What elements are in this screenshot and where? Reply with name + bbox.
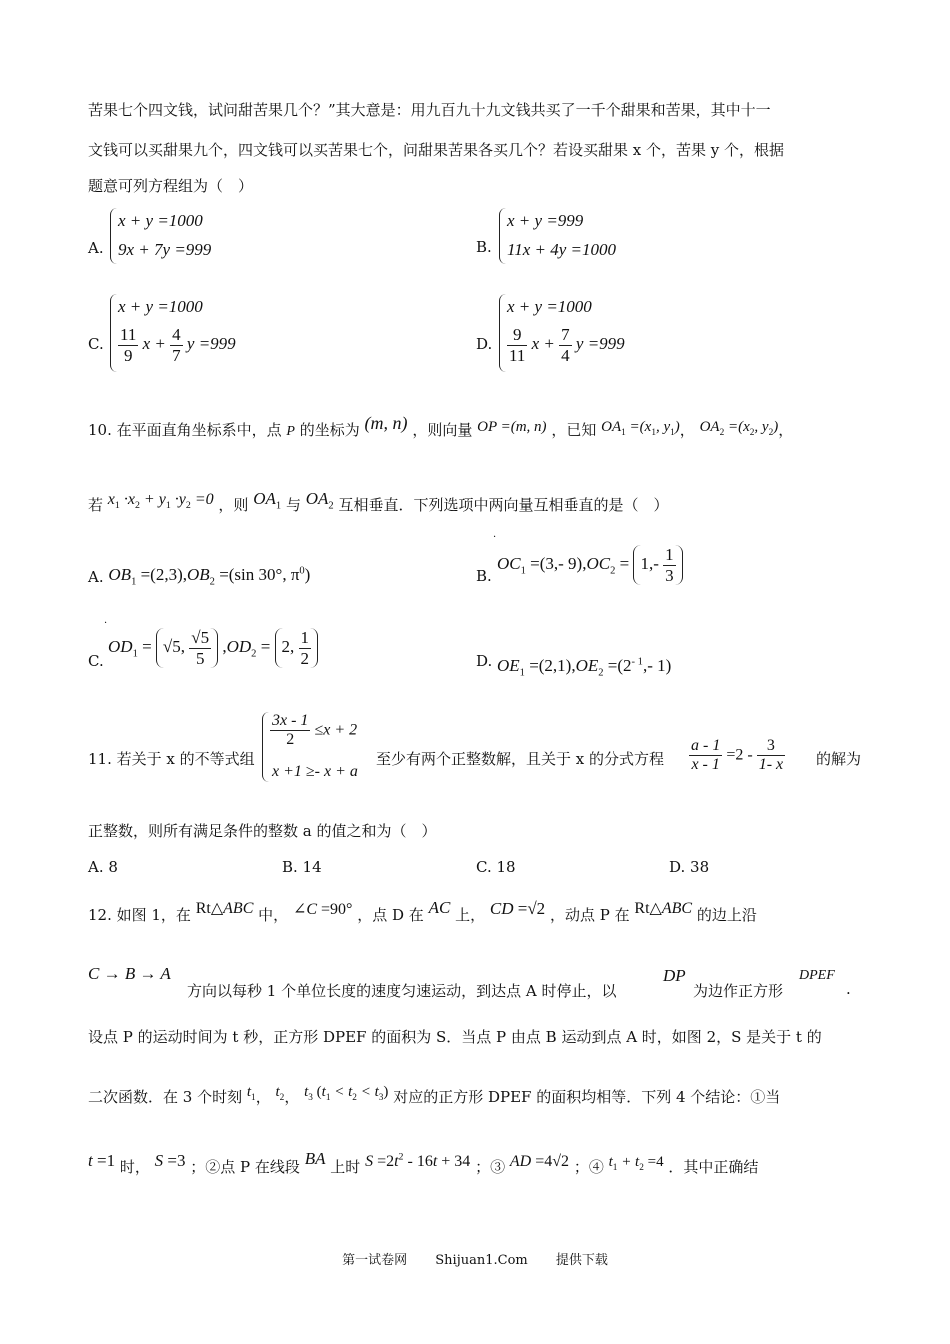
option-label: C. (88, 652, 104, 670)
q9-option-d-eq1: x + y =1000 (507, 297, 592, 316)
fraction (118, 325, 138, 365)
q11-text-b: 至少有两个正整数解，且关于 x 的分式方程 (376, 750, 664, 768)
math-s-formula: $S =2t^2 - 16t + 34$ (365, 1151, 471, 1170)
fraction: $\frac{3}{1- x}$ (758, 737, 784, 774)
fraction: $\frac{√5}{5}$ (191, 628, 210, 668)
q12-text: ；③ (475, 1158, 506, 1176)
math-option-c: $OD_1 = √5$, $\frac{√5}{5}$ $,OD_2 = 2$, $\frac{1}{2}$ (108, 628, 318, 668)
math-fraction-equation: $\frac{a - 1}{x - 1}$ =2 - $\frac{3}{1- x}$ (691, 737, 784, 774)
q11-text-c: 的解为 (816, 750, 862, 768)
page-footer (0, 1249, 950, 1268)
fraction-numerator: 9 (507, 325, 527, 346)
fraction: $\frac{1}{3}$ (665, 545, 674, 585)
q9-option-c-eq2 (118, 325, 236, 365)
math-t3-order: $t_3$ $(t_1 < t_2 < t_3)$ (304, 1084, 389, 1103)
math-angle-c: ∠C =90° (292, 901, 353, 918)
q10-text: 10. 在平面直角坐标系中，点 (88, 421, 282, 439)
q12-text: ；②点 P 在线段 (190, 1158, 300, 1176)
math-point-mn: (m, n) (364, 413, 408, 433)
math-dpef: DPEF (799, 968, 835, 983)
q12-text: ，点 D 在 (357, 906, 424, 924)
vector-parens: 1,- $\frac{1}{3}$ (633, 545, 682, 585)
fraction-denominator: 11 (509, 345, 526, 365)
q9-option-a-eq1: x + y =1000 (118, 211, 203, 230)
q12-text: 中， (258, 906, 289, 924)
q11-text-a: 11. 若关于 x 的不等式组 (88, 750, 255, 768)
math-op: OP =(m, n) (477, 419, 547, 435)
math-dot-product: $x_1 \cdot x_2 + y_1 \cdot y_2 =0$ (107, 491, 214, 512)
math-ba: BA (304, 1149, 326, 1168)
math-oa1: $OA_1 =(x_1$, $y_1$) (601, 419, 680, 438)
q10-line-2 (88, 489, 669, 518)
fraction-numerator: 7 (561, 325, 570, 344)
fraction-numerator: 11 (120, 325, 137, 344)
q12-text: 的边上沿 (696, 906, 757, 924)
dot-mark: · (493, 532, 497, 543)
q11-option-d: D. 38 (669, 858, 710, 876)
math-p: P (286, 424, 295, 439)
option-label: A. (88, 568, 104, 586)
math-s-eq-3: S =3 (154, 1151, 186, 1170)
equation-tail: y =999 (186, 333, 236, 353)
math-inequality-2: x +1 ≥- x + a (272, 763, 358, 780)
math-triangle-abc-2: Rt△ABC (634, 900, 693, 917)
q9-option-c-brace (110, 294, 117, 372)
q9-option-d-label: D. (476, 335, 493, 353)
q12-line-5 (88, 1149, 759, 1179)
math-option-b: $OC_1 =(3,-$ $9),OC_2 = 1,-$ $\frac{1}{3}$ (497, 545, 683, 585)
math-ad: AD =4√2 (509, 1153, 570, 1170)
math-oa2: $OA_2 =(x_2$, $y_2$) (699, 419, 779, 438)
math-cd: CD =√2 (489, 899, 546, 918)
math-inequality-1: $\frac{3x - 1}{2}$ ≤x + 2 (272, 712, 358, 749)
q12-line-3: 设点 P 的运动时间为 t 秒，正方形 DPEF 的面积为 S．当点 P 由点 B 运动到点 A 时，如图 2，S 是关于 t 的 (88, 1028, 822, 1046)
fraction: $\frac{3x - 1}{2}$ (272, 712, 309, 749)
vector-parens: 2, $\frac{1}{2}$ (275, 628, 319, 668)
q12-text: ，动点 P 在 (549, 906, 630, 924)
math-option-d: $OE_1 =(2,1),OE_2 =(2^{- 1},-$ 1) (497, 656, 672, 679)
q11-option-c: C. 18 (476, 858, 516, 876)
math-ac: AC (428, 898, 451, 917)
fraction: $\frac{a - 1}{x - 1}$ (691, 737, 721, 774)
math-oa1-short: $OA_1$ (253, 489, 282, 512)
variable: x + (531, 333, 555, 353)
q12-text: ．其中正确结 (668, 1158, 759, 1176)
q12-text: 12. 如图 1，在 (88, 906, 191, 924)
fraction-denominator: 7 (172, 345, 181, 365)
footer-site-name: 第一试卷网 (342, 1253, 408, 1268)
q10-text: 与 (285, 496, 301, 514)
q12-line-4: 二次函数．在 3 个时刻 $t_1$， $t_2$， $t_3$ $(t_1 < t_2 < t_3)$ 对应的正方形 DPEF 的面积均相等．下列 4 个结论：①当 (88, 1084, 781, 1106)
math-t1-plus-t2: $t_1 + t_2 =4$ (608, 1154, 664, 1173)
q9-option-d-brace (499, 294, 506, 372)
q9-text-line-3: 题意可列方程组为（ ） (88, 177, 254, 195)
fraction (559, 325, 572, 365)
fraction-denominator: 9 (123, 345, 133, 365)
equation-tail: y =999 (575, 333, 625, 353)
fraction-denominator: 4 (561, 345, 570, 365)
q9-option-b-eq1: x + y =999 (507, 211, 584, 230)
math-t-values: $t_1$ (246, 1084, 256, 1103)
period: . (846, 980, 851, 998)
q10-option-d (476, 652, 492, 670)
q9-option-c-eq1: x + y =1000 (118, 297, 203, 316)
q9-option-b-label: B. (476, 238, 492, 256)
vector-parens: √5, $\frac{√5}{5}$ (156, 628, 218, 668)
q9-option-d-eq2 (507, 325, 625, 365)
q9-option-a-label: A. (88, 239, 104, 257)
math-t-eq-1: t =1 (88, 1151, 116, 1170)
q9-option-c-label: C. (88, 335, 104, 353)
q12-text: 上时 (330, 1158, 361, 1176)
q12-line-1 (88, 898, 757, 924)
math-dp: DP (663, 966, 686, 985)
q11-text-line-2: 正整数，则所有满足条件的整数 a 的值之和为（ ） (88, 822, 437, 840)
q10-text: ，则向量 (412, 421, 473, 439)
q12-line-2a: 方向以每秒 1 个单位长度的速度匀速运动，到达点 A 时停止，以 (187, 982, 617, 1000)
q10-text: 的坐标为 (299, 421, 360, 439)
q9-text-line-1: 苦果七个四文钱，试问甜苦果几个？”其大意是：用九百九十九文钱共买了一千个甜果和苦果，其中十一 (88, 101, 771, 119)
q11-option-a: A. 8 (88, 858, 118, 876)
footer-download-text: 提供下载 (555, 1253, 608, 1268)
q12-line-2b: 为边作正方形 (693, 982, 784, 1000)
option-label: D. (476, 652, 493, 670)
fraction: $\frac{1}{2}$ (300, 628, 310, 668)
fraction-numerator: 4 (172, 325, 181, 344)
option-label: B. (476, 567, 492, 585)
q9-option-b-eq2: 11x + 4y =1000 (507, 240, 617, 259)
q12-text: 二次函数．在 3 个时刻 (88, 1088, 243, 1106)
math-t2: $t_2$ (275, 1084, 285, 1103)
variable: x + (142, 333, 166, 353)
q10-text: ，已知 (551, 421, 597, 439)
q10-text: 若 (88, 496, 104, 514)
fraction (507, 325, 527, 365)
q9-text-line-2: 文钱可以买甜果九个，四文钱可以买苦果七个，问甜果苦果各买几个？若设买甜果 x 个，苦果 y 个，根据 (88, 141, 785, 159)
q10-text: ，则 (218, 496, 249, 514)
fraction (170, 325, 183, 365)
math-path-cba: C → B → A (88, 964, 171, 983)
q9-option-a-eq2: 9x + 7y =999 (118, 240, 212, 259)
q10-line-1: 10. 在平面直角坐标系中，点 P 的坐标为 (m, n) ，则向量 OP =(m, n) ，已知 $OA_1 =(x_1$, $y_1$)， $OA_2 =(x_2$, $y_2$)， (88, 413, 794, 439)
q12-text: 上， (455, 906, 486, 924)
q10-text: 互相垂直．下列选项中两向量互相垂直的是（ ） (338, 496, 669, 514)
q12-text: ；④ (573, 1158, 604, 1176)
q10-option-c (88, 652, 104, 670)
q9-option-b-brace (499, 208, 506, 264)
math-option-a: $OB_1 =(2,3),OB_2 =(\sin$ 30°, $\pi^0$) (108, 565, 311, 588)
q10-option-a (88, 567, 310, 589)
q11-brace (262, 712, 269, 782)
math-oa2-short: $OA_2$ (305, 489, 334, 512)
footer-site-url: Shijuan1.Com (435, 1253, 528, 1268)
q12-text: 时， (119, 1158, 150, 1176)
dot-mark: · (104, 618, 108, 629)
math-triangle-abc: Rt△ABC (195, 900, 254, 917)
q9-option-a-brace (110, 208, 117, 264)
q11-option-b: B. 14 (282, 858, 322, 876)
q10-option-b (476, 567, 492, 585)
q12-text: 对应的正方形 DPEF 的面积均相等．下列 4 个结论：①当 (393, 1088, 781, 1106)
